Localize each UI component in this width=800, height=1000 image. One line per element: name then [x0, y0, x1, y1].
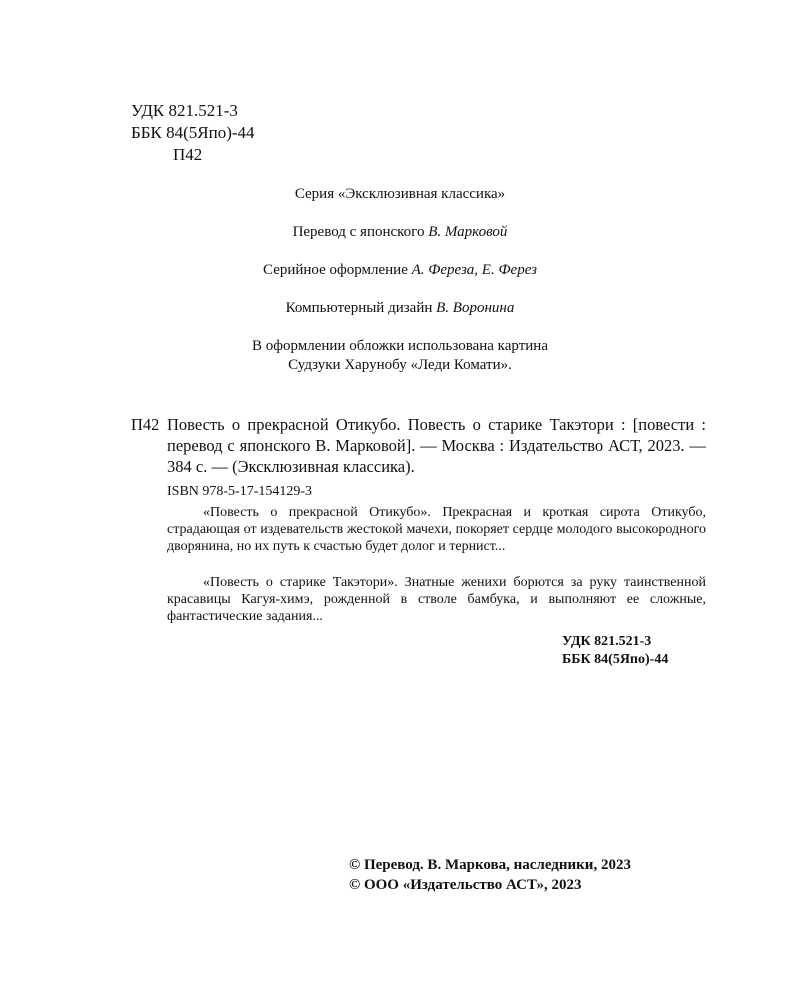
bibliographic-record	[131, 414, 706, 669]
translation-label: Перевод с японского	[292, 224, 425, 240]
design-line	[0, 261, 800, 280]
design-label: Серийное оформление	[263, 262, 408, 278]
copyright-translation: © Перевод. В. Маркова, наследники, 2023	[349, 857, 631, 873]
entry-description: Повесть о прекрасной Отикубо. Повесть о старике Такэтори : [повести : перевод с японского В. Марковой]. — Москва : Издательство АСТ, 2023. — 384 с. — (Эксклюзивная классика).	[167, 415, 706, 476]
translation-line	[0, 223, 800, 242]
computer-design-line	[0, 299, 800, 318]
cover-credit	[0, 337, 800, 375]
computer-design-label: Компьютерный дизайн	[285, 300, 433, 316]
bbk-code: ББК 84(5Япо)-44	[131, 123, 255, 142]
copyright-block	[349, 855, 631, 895]
author-code: П42	[173, 145, 203, 164]
series-line: Серия «Эксклюзивная классика»	[294, 186, 506, 202]
bibliographic-entry	[131, 414, 706, 477]
classification-block	[131, 100, 255, 166]
bbk-code-right: ББК 84(5Япо)-44	[562, 652, 669, 667]
udk-code: УДК 821.521-3	[131, 101, 238, 120]
annotation-2	[131, 574, 706, 625]
entry-author-code: П42	[131, 415, 160, 434]
designer-names: А. Фереза, Е. Ферез	[411, 262, 537, 278]
annotation-1-text: «Повесть о прекрасной Отикубо». Прекрасная и кроткая сирота Отикубо, страдающая от издевательств жестокой мачехи, покоряет сердце молодого высокородного дворянина, но их путь к счастью будет долог и тернист...	[167, 505, 706, 554]
isbn: ISBN 978-5-17-154129-3	[167, 484, 313, 499]
cover-credit-line-1: В оформлении обложки использована картина	[252, 338, 548, 354]
cover-credit-line-2: Судзуки Харунобу «Леди Комати».	[288, 357, 512, 373]
annotation-1	[131, 504, 706, 555]
computer-designer-name: В. Воронина	[436, 300, 515, 316]
udk-code-right: УДК 821.521-3	[562, 634, 652, 649]
copyright-publisher: © ООО «Издательство АСТ», 2023	[349, 877, 582, 893]
translator-name: В. Марковой	[428, 224, 508, 240]
classification-right	[562, 633, 706, 669]
credits-block	[0, 185, 800, 375]
annotation-2-text: «Повесть о старике Такэтори». Знатные женихи борются за руку таинственной красавицы Кагуя-химэ, рожденной в стволе бамбука, и выполняют ее сложные, фантастические задания...	[167, 575, 706, 624]
